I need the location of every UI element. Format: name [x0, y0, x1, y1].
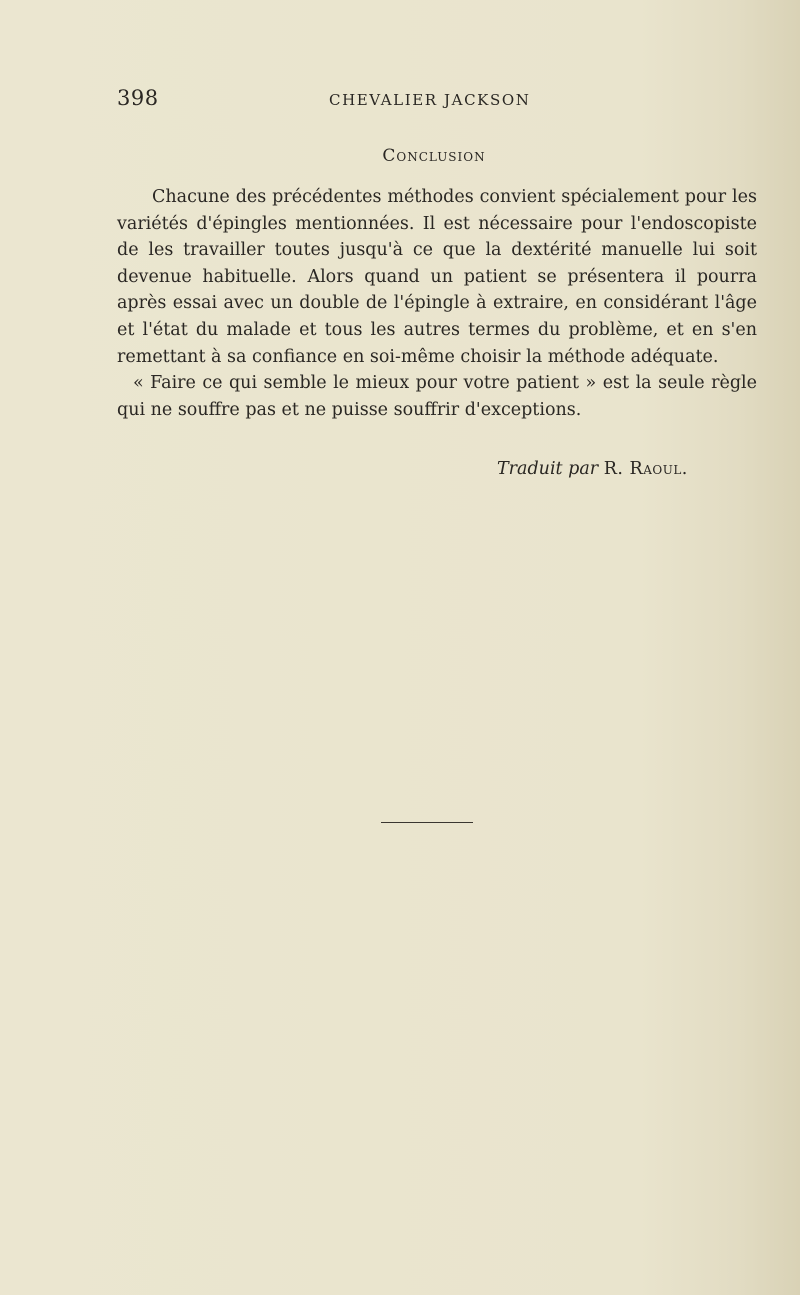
running-head: CHEVALIER JACKSON [329, 91, 531, 109]
translator-credit [497, 456, 757, 482]
translator-label: Traduit par [497, 459, 599, 479]
page-header [117, 86, 757, 114]
end-rule [381, 822, 473, 823]
paragraph-2: « Faire ce qui semble le mieux pour votre patient » est la seule règle qui ne souffre pas et ne puisse souffrir d'exceptions. [117, 373, 757, 420]
paragraph-1: Chacune des précédentes méthodes convient spécialement pour les variétés d'épingles mentionnées. Il est nécessaire pour l'endoscopiste de les travailler toutes jusqu'à ce que la dextérité manuelle lui soit devenue habituelle. Alors quand un patient se présentera il pourra après essai avec un double de l'épingle à extraire, en considérant l'âge et l'état du malade et tous les autres termes du problème, et en s'en remettant à sa confiance en soi-même choisir la méthode adéquate. [117, 187, 757, 367]
page-number: 398 [117, 86, 159, 110]
section-title: Conclusion [382, 146, 486, 166]
body-text [117, 184, 757, 423]
translator-name: R. Raoul. [603, 459, 688, 479]
